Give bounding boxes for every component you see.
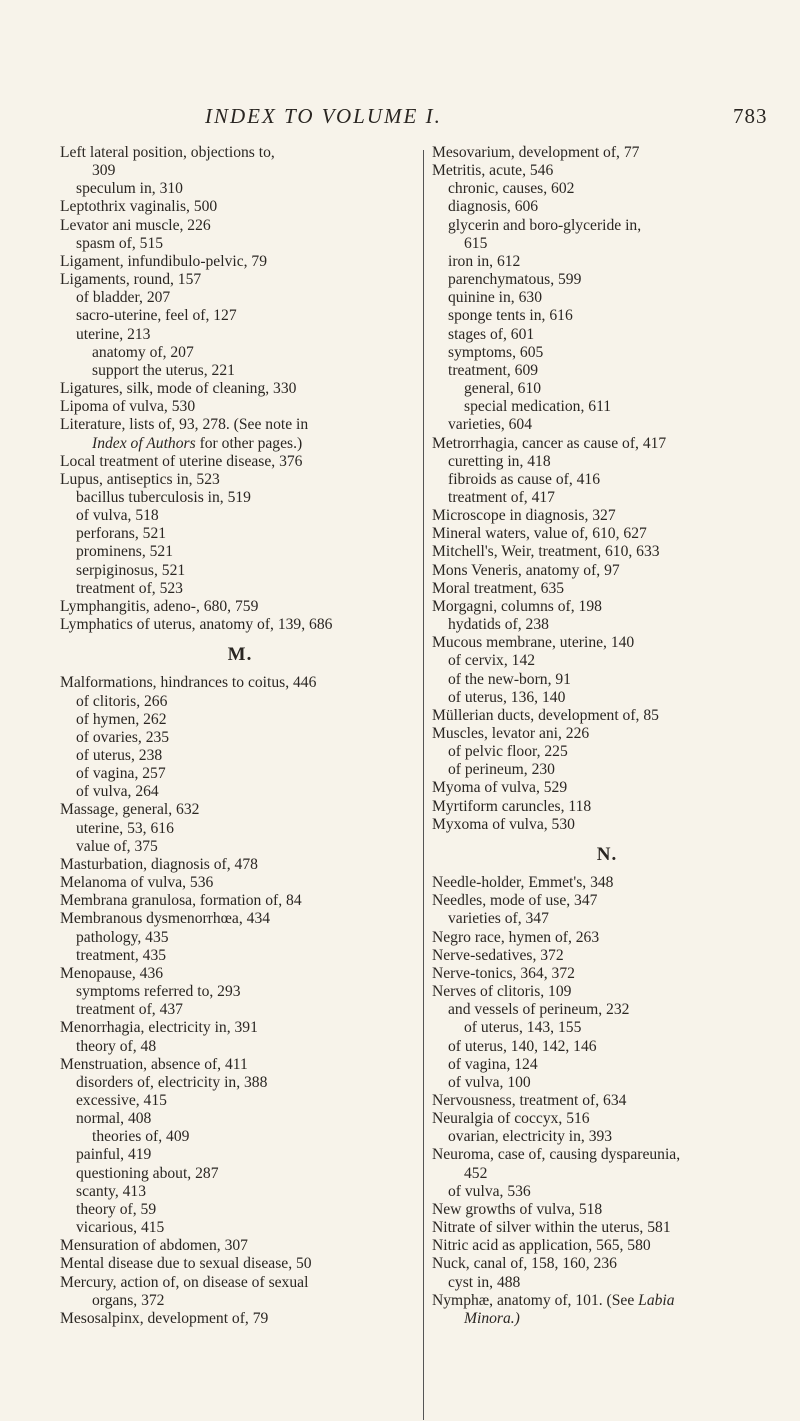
index-entry: of vagina, 257 <box>76 765 166 783</box>
index-entry: Nitric acid as application, 565, 580 <box>432 1237 651 1255</box>
index-entry: quinine in, 630 <box>448 289 542 307</box>
index-entry: disorders of, electricity in, 388 <box>76 1073 268 1091</box>
index-entry: Myrtiform caruncles, 118 <box>432 797 592 815</box>
index-entry: fibroids as cause of, 416 <box>448 470 601 488</box>
index-entry: Metritis, acute, 546 <box>432 162 554 180</box>
index-entry: Membrana granulosa, formation of, 84 <box>60 892 302 910</box>
index-entry: Melanoma of vulva, 536 <box>60 874 214 892</box>
index-entry: prominens, 521 <box>76 543 174 561</box>
index-entry: Mental disease due to sexual disease, 50 <box>60 1255 312 1273</box>
section-letter-m: M. <box>227 644 253 666</box>
index-entry: Myoma of vulva, 529 <box>432 779 568 797</box>
index-entry: bacillus tuberculosis in, 519 <box>76 488 251 506</box>
index-entry: of pelvic floor, 225 <box>448 743 568 761</box>
index-entry: Lymphatics of uterus, anatomy of, 139, 686 <box>60 616 333 634</box>
index-entry: of uterus, 140, 142, 146 <box>448 1037 597 1055</box>
index-entry: Literature, lists of, 93, 278. (See note in <box>60 416 309 434</box>
index-entry: Left lateral position, objections to, <box>60 144 275 161</box>
section-letter-n: N. <box>596 843 618 865</box>
index-entry: Mercury, action of, on disease of sexual <box>60 1273 309 1291</box>
index-entry: of cervix, 142 <box>448 652 536 670</box>
index-entry: treatment of, 417 <box>448 488 555 506</box>
index-entry: uterine, 213 <box>76 325 151 343</box>
index-column-left <box>60 144 420 1328</box>
index-entry: theory of, 48 <box>76 1037 157 1055</box>
index-entry: pathology, 435 <box>76 928 169 946</box>
index-entry: Nervousness, treatment of, 634 <box>432 1091 627 1109</box>
index-entry: hydatids of, 238 <box>448 616 549 634</box>
index-entry: Mineral waters, value of, 610, 627 <box>432 525 647 543</box>
index-entry: cyst in, 488 <box>448 1273 521 1291</box>
index-entry: symptoms referred to, 293 <box>76 983 241 1001</box>
index-entry: Lupus, antiseptics in, 523 <box>60 470 220 488</box>
index-entry: Mesosalpinx, development of, 79 <box>60 1309 269 1327</box>
index-entry: Menopause, 436 <box>60 964 164 982</box>
index-entry: Needles, mode of use, 347 <box>432 892 598 910</box>
index-entry: Nerve-sedatives, 372 <box>432 946 564 964</box>
index-entry: Ligatures, silk, mode of cleaning, 330 <box>60 380 297 398</box>
index-entry: excessive, 415 <box>76 1091 167 1109</box>
index-entry: Moral treatment, 635 <box>432 579 565 597</box>
index-entry: treatment of, 437 <box>76 1001 183 1019</box>
index-entry: of vulva, 536 <box>448 1182 531 1200</box>
index-entry: Morgagni, columns of, 198 <box>432 597 602 615</box>
index-entry: Metrorrhagia, cancer as cause of, 417 <box>432 434 667 452</box>
index-entry: of vulva, 518 <box>76 507 159 525</box>
index-entry: of ovaries, 235 <box>76 728 170 746</box>
index-entry: value of, 375 <box>76 837 158 855</box>
index-entry: Mesovarium, development of, 77 <box>432 144 640 161</box>
index-entry: support the uterus, 221 <box>92 361 235 379</box>
index-column-right <box>432 144 782 1328</box>
index-entry: special medication, 611 <box>464 398 612 416</box>
index-entry: Menorrhagia, electricity in, 391 <box>60 1019 258 1037</box>
index-entry: Needle-holder, Emmet's, 348 <box>432 874 614 892</box>
index-entry: 615 <box>464 234 488 252</box>
running-head: INDEX TO VOLUME I. <box>205 104 442 128</box>
index-entry: vicarious, 415 <box>76 1219 165 1237</box>
index-entry: Mons Veneris, anatomy of, 97 <box>432 561 620 579</box>
index-entry: treatment, 435 <box>76 946 167 964</box>
index-entry: Nuck, canal of, 158, 160, 236 <box>432 1255 617 1273</box>
index-entry: Lymphangitis, adeno-, 680, 759 <box>60 597 259 615</box>
index-entry: Neuroma, case of, causing dyspareunia, <box>432 1146 681 1164</box>
page-header <box>0 104 800 138</box>
index-entry: normal, 408 <box>76 1110 152 1128</box>
index-entry: Local treatment of uterine disease, 376 <box>60 452 303 470</box>
index-entry: Index of Authors for other pages.) <box>92 434 303 452</box>
index-entry: of vagina, 124 <box>448 1055 538 1073</box>
index-entry: Myxoma of vulva, 530 <box>432 815 575 833</box>
index-entry: Masturbation, diagnosis of, 478 <box>60 855 258 873</box>
column-divider <box>423 150 424 1420</box>
index-entry: Levator ani muscle, 226 <box>60 216 211 234</box>
index-entry: Mensuration of abdomen, 307 <box>60 1237 248 1255</box>
index-entry: Menstruation, absence of, 411 <box>60 1055 248 1073</box>
index-entry: Massage, general, 632 <box>60 801 200 819</box>
index-entry: Mucous membrane, uterine, 140 <box>432 634 635 652</box>
index-entry: sponge tents in, 616 <box>448 307 573 325</box>
index-entry: of perineum, 230 <box>448 761 555 779</box>
index-entry: sacro-uterine, feel of, 127 <box>76 307 237 325</box>
index-entry: Leptothrix vaginalis, 500 <box>60 198 218 216</box>
index-entry: diagnosis, 606 <box>448 198 539 216</box>
index-entry: glycerin and boro-glyceride in, <box>448 216 642 234</box>
index-entry: Malformations, hindrances to coitus, 446 <box>60 674 317 692</box>
index-entry: ovarian, electricity in, 393 <box>448 1128 613 1146</box>
index-entry: treatment of, 523 <box>76 579 183 597</box>
index-entry: varieties, 604 <box>448 416 533 434</box>
index-entry: Neuralgia of coccyx, 516 <box>432 1110 590 1128</box>
index-entry: and vessels of perineum, 232 <box>448 1001 630 1019</box>
index-entry: Membranous dysmenorrhœa, 434 <box>60 910 271 928</box>
index-entry: organs, 372 <box>92 1291 165 1309</box>
index-entry: treatment, 609 <box>448 361 539 379</box>
index-entry: anatomy of, 207 <box>92 343 194 361</box>
index-entry: of uterus, 143, 155 <box>464 1019 582 1037</box>
index-entry: Müllerian ducts, development of, 85 <box>432 706 659 724</box>
index-entry: Negro race, hymen of, 263 <box>432 928 600 946</box>
index-entry: scanty, 413 <box>76 1182 147 1200</box>
index-entry: of the new-born, 91 <box>448 670 571 688</box>
index-entry: varieties of, 347 <box>448 910 549 928</box>
index-entry: speculum in, 310 <box>76 180 183 198</box>
index-entry: Microscope in diagnosis, 327 <box>432 507 616 525</box>
index-entry: curetting in, 418 <box>448 452 551 470</box>
index-entry: theories of, 409 <box>92 1128 190 1146</box>
index-entry: serpiginosus, 521 <box>76 561 186 579</box>
index-entry: parenchymatous, 599 <box>448 271 582 289</box>
index-entry: Mitchell's, Weir, treatment, 610, 633 <box>432 543 660 561</box>
index-entry: Lipoma of vulva, 530 <box>60 398 196 416</box>
index-entry: of clitoris, 266 <box>76 692 168 710</box>
index-entry: perforans, 521 <box>76 525 167 543</box>
index-entry: of uterus, 238 <box>76 747 163 764</box>
index-entry: Ligaments, round, 157 <box>60 271 202 289</box>
index-entry: theory of, 59 <box>76 1200 157 1218</box>
index-entry: general, 610 <box>464 380 542 398</box>
index-entry: 309 <box>92 162 116 180</box>
index-entry: questioning about, 287 <box>76 1164 219 1182</box>
index-entry: symptoms, 605 <box>448 343 544 361</box>
index-entry: iron in, 612 <box>448 252 521 270</box>
index-entry: chronic, causes, 602 <box>448 180 575 198</box>
index-entry: of hymen, 262 <box>76 710 167 728</box>
index-entry: of bladder, 207 <box>76 289 171 307</box>
index-entry: of vulva, 100 <box>448 1073 531 1091</box>
index-entry: Minora.) <box>464 1309 520 1327</box>
index-entry: Nymphæ, anatomy of, 101. (See Labia <box>432 1291 675 1309</box>
index-entry: spasm of, 515 <box>76 234 164 252</box>
index-of-authors-ref: Index of Authors <box>92 434 196 452</box>
index-entry: 452 <box>464 1164 488 1182</box>
page-number: 783 <box>733 104 768 128</box>
index-entry: of uterus, 136, 140 <box>448 688 566 706</box>
index-entry: Nitrate of silver within the uterus, 581 <box>432 1219 671 1237</box>
index-entry: Nerve-tonics, 364, 372 <box>432 964 575 982</box>
index-entry: Nerves of clitoris, 109 <box>432 983 572 1001</box>
index-entry: painful, 419 <box>76 1146 152 1164</box>
index-entry: uterine, 53, 616 <box>76 819 174 837</box>
index-entry: New growths of vulva, 518 <box>432 1200 603 1218</box>
index-entry: of vulva, 264 <box>76 783 159 801</box>
index-entry: Muscles, levator ani, 226 <box>432 725 590 742</box>
labia-ref: Labia <box>638 1291 675 1309</box>
index-entry: stages of, 601 <box>448 325 535 343</box>
index-entry: Ligament, infundibulo-pelvic, 79 <box>60 252 268 270</box>
